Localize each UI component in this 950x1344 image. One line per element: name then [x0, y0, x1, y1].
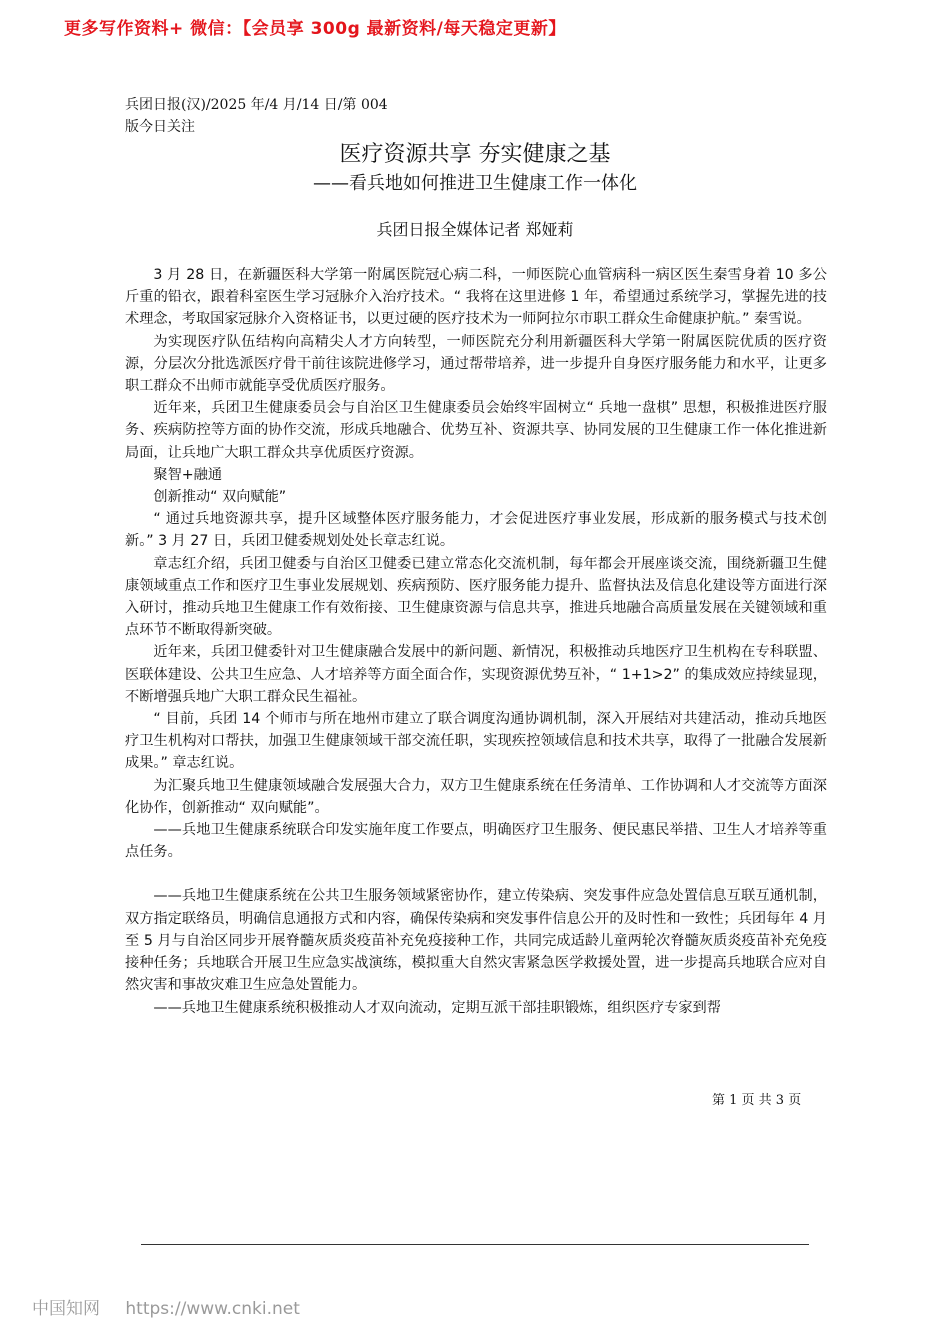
paragraph: “ 目前，兵团 14 个师市与所在地州市建立了联合调度沟通协调机制，深入开展结对共建活动，推动兵地医疗卫生机构对口帮扶，加强卫生健康领域干部交流任职，实现疾控领域信息和技术共享，取得了一批融合发展新成果。” 章志红说。 [125, 711, 827, 772]
page-number: 第 1 页 共 3 页 [712, 1093, 802, 1108]
source-line-2: 版今日关注 [125, 119, 195, 135]
paragraph: 章志红介绍，兵团卫健委与自治区卫健委已建立常态化交流机制，每年都会开展座谈交流，围绕新疆卫生健康领域重点工作和医疗卫生事业发展规划、疾病预防、医疗服务能力提升、监督执法及信息化建设等方面进行深入研讨，推动兵地卫生健康工作有效衔接、卫生健康资源与信息共享，推进兵地融合高质量发展在关键领域和重点环节不断取得新突破。 [125, 555, 827, 639]
article-title: 医疗资源共享 夯实健康之基 [339, 142, 611, 167]
watermark-url: https://www.cnki.net [125, 1299, 300, 1319]
paragraph: 近年来，兵团卫生健康委员会与自治区卫生健康委员会始终牢固树立“ 兵地一盘棋” 思想，积极推进医疗服务、疾病防控等方面的协作交流，形成兵地融合、优势互补、资源共享、协同发展的卫生健康工作一体化推进新局面，让兵地广大职工群众共享优质医疗资源。 [125, 400, 827, 461]
section-subheading: 创新推动“ 双向赋能” [153, 489, 287, 506]
section-heading: 聚智+融通 [153, 466, 223, 483]
paragraph: ——兵地卫生健康系统在公共卫生服务领域紧密协作，建立传染病、突发事件应急处置信息互联互通机制，双方指定联络员，明确信息通报方式和内容，确保传染病和突发事件信息公开的及时性和一致性；兵团每年 4 月至 5 月与自治区同步开展脊髓灰质炎疫苗补充免疫接种工作，共同完成适龄儿童两轮次脊髓灰质炎疫苗补充免疫接种任务；兵地联合开展卫生应急实战演练，模拟重大自然灾害紧急医学救援处置，进一步提高兵地联合应对自然灾害和事故灾难卫生应急处置能力。 [125, 888, 827, 994]
watermark-name: 中国知网 [32, 1299, 100, 1319]
article-body [125, 264, 827, 1019]
paragraph: “ 通过兵地资源共享，提升区域整体医疗服务能力，才会促进医疗事业发展，形成新的服务模式与技术创新。” 3 月 27 日，兵团卫健委规划处处长章志红说。 [125, 511, 827, 550]
paragraph: 为实现医疗队伍结构向高精尖人才方向转型，一师医院充分利用新疆医科大学第一附属医院优质的医疗资源，分层次分批选派医疗骨干前往该院进修学习，通过帮带培养，进一步提升自身医疗服务能力和水平，让更多职工群众不出师市就能享受优质医疗服务。 [125, 333, 827, 395]
article-subtitle: ——看兵地如何推进卫生健康工作一体化 [313, 173, 637, 194]
paragraph: ——兵地卫生健康系统联合印发实施年度工作要点，明确医疗卫生服务、便民惠民举措、卫生人才培养等重点任务。 [125, 822, 827, 861]
paragraph: 为汇聚兵地卫生健康领域融合发展强大合力，双方卫生健康系统在任务清单、工作协调和人才交流等方面深化协作，创新推动“ 双向赋能”。 [125, 777, 827, 816]
paragraph: ——兵地卫生健康系统积极推动人才双向流动，定期互派干部挂职锻炼，组织医疗专家到帮 [153, 999, 721, 1016]
source-line-1: 兵团日报(汉)/2025 年/4 月/14 日/第 004 [125, 97, 388, 113]
promo-banner[interactable]: 更多写作资料+ 微信：【会员享 300g 最新资料/每天稳定更新】 [64, 19, 566, 39]
article-byline: 兵团日报全媒体记者 郑娅莉 [376, 220, 574, 239]
source-info [125, 94, 388, 138]
paragraph: 近年来，兵团卫健委针对卫生健康融合发展中的新问题、新情况，积极推动兵地医疗卫生机构在专科联盟、医联体建设、公共卫生应急、人才培养等方面全面合作，实现资源优势互补，“ 1+1>2” 的集成效应持续显现，不断增强兵地广大职工群众民生福祉。 [125, 644, 827, 705]
footer-divider [141, 1244, 809, 1245]
cnki-watermark [32, 1294, 300, 1319]
paragraph: 3 月 28 日，在新疆医科大学第一附属医院冠心病二科，一师医院心血管病科一病区医生秦雪身着 10 多公斤重的铅衣，跟着科室医生学习冠脉介入治疗技术。“ 我将在这里进修 1 年，希望通过系统学习，掌握先进的技术理念，考取国家冠脉介入资格证书，以更过硬的医疗技术为一师阿拉尔市职工群众生命健康护航。” 秦雪说。 [125, 267, 827, 328]
